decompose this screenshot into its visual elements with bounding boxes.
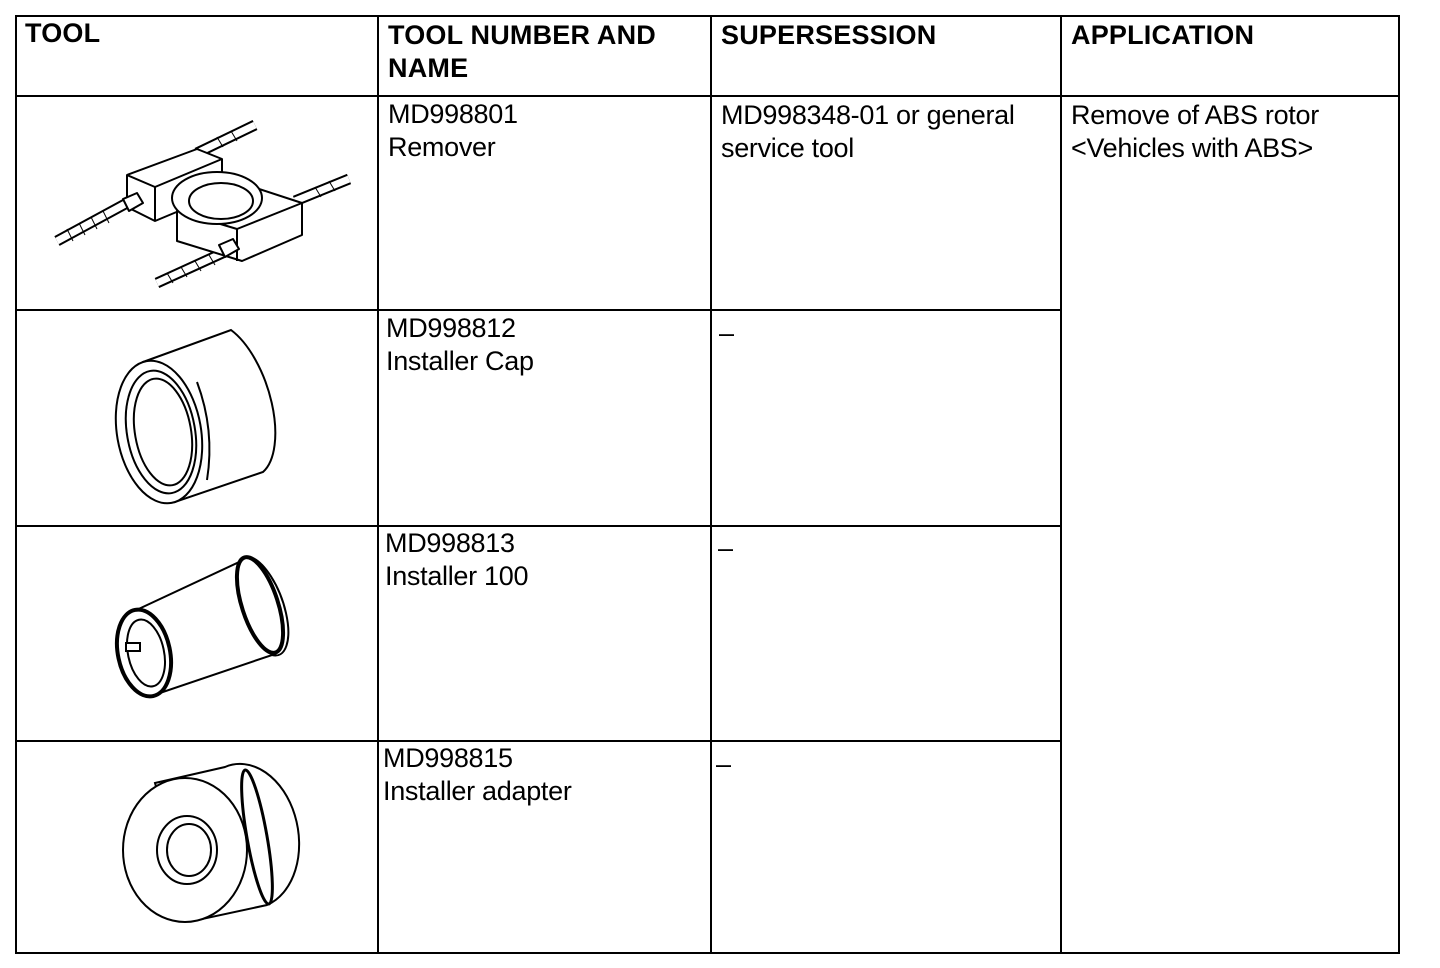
header-application: APPLICATION <box>1071 20 1255 50</box>
application-line2: <Vehicles with ABS> <box>1071 133 1313 163</box>
row-divider-1 <box>15 309 1062 311</box>
row-4-name: Installer adapter <box>383 776 572 806</box>
row-3-tool-number <box>385 527 528 593</box>
application-line1: Remove of ABS rotor <box>1071 100 1319 130</box>
installer-cap-icon <box>103 320 303 510</box>
row-1-supersession-line2: service tool <box>721 133 854 163</box>
application-text <box>1071 99 1319 165</box>
row-3-supersession: – <box>718 533 733 563</box>
row-2-tool-number <box>386 312 534 378</box>
row-1-supersession <box>721 99 1015 165</box>
table-border-top <box>15 15 1400 17</box>
installer-100-icon <box>100 543 300 713</box>
row-2-name: Installer Cap <box>386 346 534 376</box>
column-divider-3 <box>1060 15 1062 954</box>
row-1-supersession-line1: MD998348-01 or general <box>721 100 1015 130</box>
row-4-number: MD998815 <box>383 743 513 773</box>
row-1-name: Remover <box>388 132 496 162</box>
row-1-tool-number <box>388 98 518 164</box>
row-3-name: Installer 100 <box>385 561 529 591</box>
header-divider <box>15 95 1400 97</box>
row-4-tool-number <box>383 742 572 808</box>
table-border-bottom <box>15 952 1400 954</box>
special-tools-table <box>15 15 1400 955</box>
remover-icon <box>27 103 367 303</box>
table-border-right <box>1398 15 1400 954</box>
row-divider-2 <box>15 525 1062 527</box>
installer-adapter-icon <box>115 755 315 935</box>
table-border-left <box>15 15 17 954</box>
header-supersession: SUPERSESSION <box>721 20 937 50</box>
header-tool-number <box>388 19 656 85</box>
header-tool-number-line2: NAME <box>388 53 469 83</box>
row-4-supersession: – <box>716 749 731 779</box>
row-2-supersession: – <box>719 318 734 348</box>
row-1-number: MD998801 <box>388 99 518 129</box>
row-2-number: MD998812 <box>386 313 516 343</box>
header-tool-number-line1: TOOL NUMBER AND <box>388 20 657 50</box>
header-tool: TOOL <box>25 18 101 48</box>
column-divider-1 <box>377 15 379 954</box>
column-divider-2 <box>710 15 712 954</box>
row-3-number: MD998813 <box>385 528 515 558</box>
